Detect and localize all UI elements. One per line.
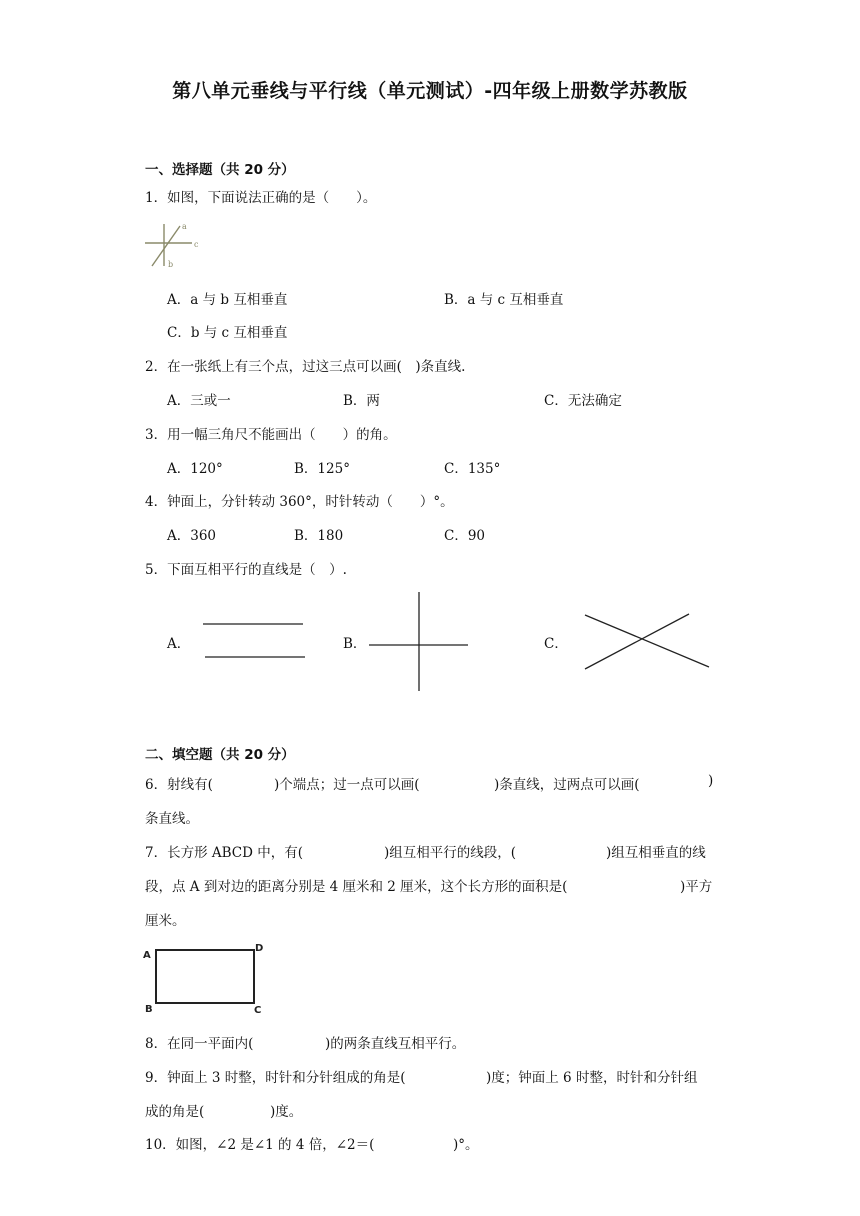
q3-option-b[interactable]: B．125° (294, 461, 350, 477)
section-heading-choice: 一、选择题（共 20 分） (145, 162, 295, 178)
q4-option-b[interactable]: B．180 (294, 528, 344, 544)
q2-option-c[interactable]: C．无法确定 (544, 393, 622, 409)
q4-option-c[interactable]: C．90 (444, 528, 486, 544)
q1-option-a[interactable]: A．a 与 b 互相垂直 (167, 292, 288, 308)
q8-part-1: 8．在同一平面内( (145, 1036, 254, 1052)
q5-figure-c-intersecting-lines (582, 610, 714, 672)
figure-label-c: c (194, 240, 199, 249)
q5-option-a[interactable]: A． (167, 636, 191, 652)
rect-label-b: B (145, 1004, 153, 1015)
section-heading-fill: 二、填空题（共 20 分） (145, 747, 295, 763)
q7-part-3: )组互相垂直的线 (606, 845, 706, 861)
q3-option-c[interactable]: C．135° (444, 461, 501, 477)
q9-line-2-part-2: )度。 (270, 1104, 303, 1120)
q5-option-b[interactable]: B． (343, 636, 367, 652)
q3-option-a[interactable]: A．120° (167, 461, 223, 477)
q7-part-1: 7．长方形 ABCD 中，有( (145, 845, 304, 861)
q10-part-2: )°。 (453, 1137, 479, 1153)
rect-label-a: A (143, 950, 151, 961)
q6-part-1: 6．射线有( (145, 777, 213, 793)
q6-line-2: 条直线。 (145, 811, 199, 827)
q8-part-2: )的两条直线互相平行。 (325, 1036, 466, 1052)
q5-figure-b-perpendicular-lines (366, 590, 472, 694)
rect-label-c: C (254, 1005, 262, 1016)
q5-figure-a-parallel-lines (200, 618, 310, 663)
q7-rectangle-figure (140, 938, 270, 1018)
question-2-text: 2．在一张纸上有三个点，过这三点可以画( )条直线. (145, 359, 466, 375)
q1-option-b[interactable]: B．a 与 c 互相垂直 (444, 292, 564, 308)
rect-label-d: D (255, 943, 264, 954)
q5-option-c[interactable]: C． (544, 636, 568, 652)
question-5-text: 5．下面互相平行的直线是（ ）. (145, 562, 347, 578)
q2-option-b[interactable]: B．两 (343, 393, 380, 409)
q7-line-3: 厘米。 (145, 913, 186, 929)
q6-part-3: )条直线，过两点可以画( (494, 777, 640, 793)
figure-label-b: b (168, 260, 174, 269)
q6-part-2: )个端点；过一点可以画( (274, 777, 420, 793)
q9-part-1: 9．钟面上 3 时整，时针和分针组成的角是( (145, 1070, 406, 1086)
q9-line-2-part-1: 成的角是( (145, 1104, 205, 1120)
q7-part-2: )组互相平行的线段，( (384, 845, 517, 861)
q4-option-a[interactable]: A．360 (167, 528, 217, 544)
q1-option-c[interactable]: C．b 与 c 互相垂直 (167, 325, 288, 341)
q10-part-1: 10．如图，∠2 是∠1 的 4 倍，∠2＝( (145, 1137, 375, 1153)
q2-option-a[interactable]: A．三或一 (167, 393, 231, 409)
q7-line-2-part-2: )平方 (680, 879, 713, 895)
figure-label-a: a (182, 222, 187, 231)
question-1-text: 1．如图，下面说法正确的是（ ）。 (145, 190, 377, 206)
q9-part-2: )度；钟面上 6 时整，时针和分针组 (486, 1070, 698, 1086)
question-3-text: 3．用一幅三角尺不能画出（ ）的角。 (145, 427, 397, 443)
page-title: 第八单元垂线与平行线（单元测试）-四年级上册数学苏教版 (172, 80, 688, 102)
question-4-text: 4．钟面上，分针转动 360°，时针转动（ ）°。 (145, 494, 454, 510)
q7-line-2-part-1: 段，点 A 到对边的距离分别是 4 厘米和 2 厘米，这个长方形的面积是( (145, 879, 568, 895)
question-1-figure (140, 220, 210, 272)
q6-part-4: ) (708, 773, 714, 789)
